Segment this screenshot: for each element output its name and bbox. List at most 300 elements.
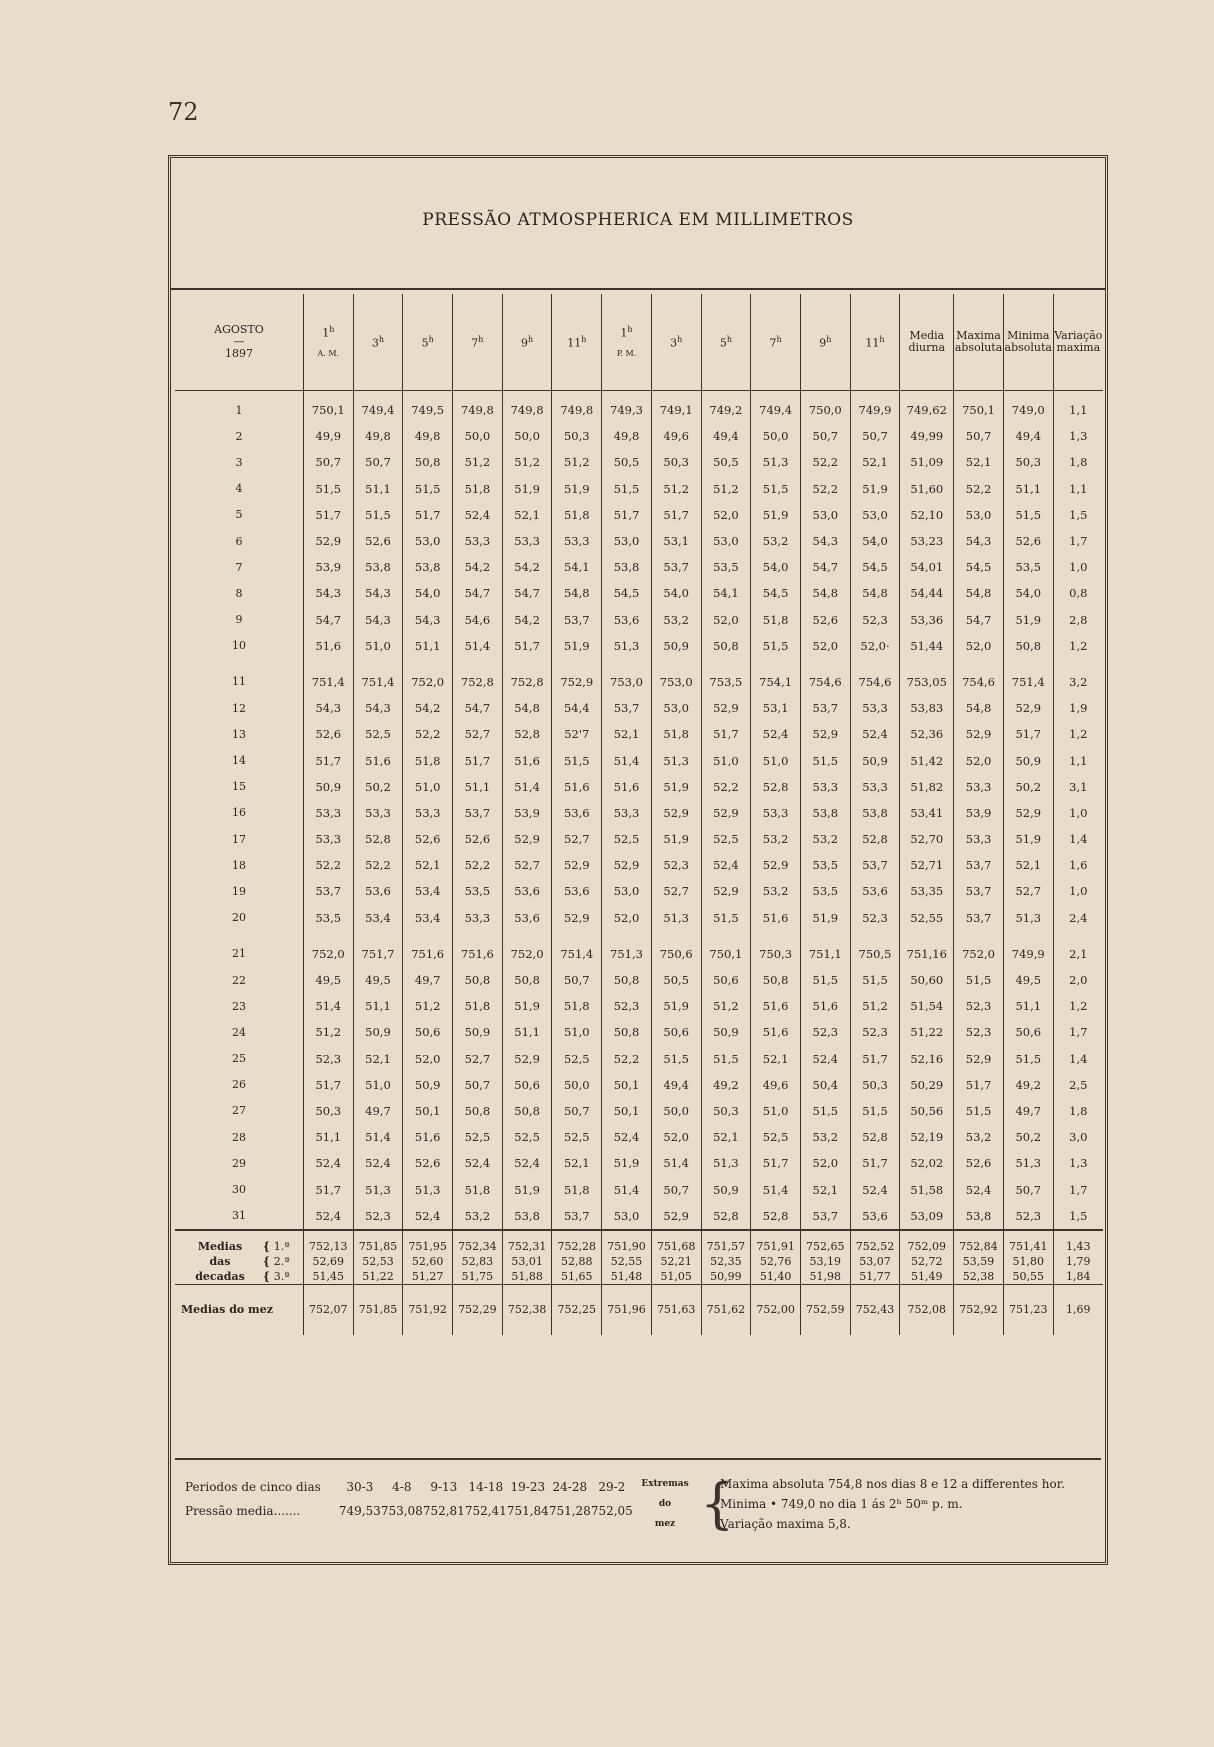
value-cell: 52,53 (353, 1254, 403, 1269)
value-cell: 752,0 (954, 931, 1004, 967)
value-cell: 1,5 (1069, 1208, 1088, 1223)
value-cell: 53,0 (602, 1203, 652, 1230)
day-cell: 13 (175, 721, 303, 747)
hour-header: 7$^h$ (751, 294, 801, 391)
table-row (175, 878, 1103, 904)
value-cell: 51,54 (900, 993, 954, 1019)
extreme-min: Minima • 749,0 no dia 1 ás 2ʰ 50ᵐ p. m. (720, 1497, 963, 1511)
value-cell: 53,2 (751, 528, 801, 554)
value-cell: 1,2 (1069, 999, 1088, 1014)
value-cell: 50,8 (1003, 633, 1053, 659)
hour-header: 5$^h$ (403, 294, 453, 391)
decade-mean-row (175, 1230, 1103, 1254)
day-cell: 26 (175, 1072, 303, 1098)
value-cell: 51,40 (751, 1269, 801, 1285)
pm-label: P. M. (616, 348, 637, 358)
table-row (175, 580, 1103, 606)
value-cell: 52,4 (751, 721, 801, 747)
day-cell: 22 (175, 967, 303, 993)
value-cell: 52,8 (353, 826, 403, 852)
table-frame (168, 155, 1108, 1565)
value-cell: 50,3 (303, 1098, 353, 1124)
value-cell: 53,5 (303, 905, 353, 931)
value-cell: 50,9 (850, 747, 900, 773)
value-cell: 52,9 (701, 878, 751, 904)
value-cell: 52,7 (651, 878, 701, 904)
value-cell: 51,5 (303, 476, 353, 502)
hour-header: 9$^h$ (502, 294, 552, 391)
value-cell: 51,5 (954, 1098, 1004, 1124)
value-cell: 50,5 (651, 967, 701, 993)
value-cell: 53,23 (900, 528, 954, 554)
table-row (175, 1019, 1103, 1045)
value-cell: 53,7 (453, 800, 503, 826)
value-cell: 53,0 (403, 528, 453, 554)
value-cell: 752,92 (954, 1284, 1004, 1335)
value-cell: 53,2 (751, 826, 801, 852)
value-cell: 50,7 (651, 1176, 701, 1202)
page-number: 72 (168, 98, 199, 126)
value-cell: 52,3 (303, 1046, 353, 1072)
day-cell: 6 (175, 528, 303, 554)
value-cell: 53,3 (602, 800, 652, 826)
value-cell: 50,6 (651, 1019, 701, 1045)
header-row (175, 294, 1103, 391)
value-cell: 49,7 (1003, 1098, 1053, 1124)
value-cell: 50,2 (353, 774, 403, 800)
value-cell: 53,8 (502, 1203, 552, 1230)
value-cell: 52,9 (1003, 800, 1053, 826)
value-cell: 53,1 (751, 695, 801, 721)
value-cell: 49,99 (900, 423, 954, 449)
value-cell: 51,4 (453, 633, 503, 659)
value-cell: 750,0 (800, 391, 850, 424)
value-cell: 51,3 (651, 905, 701, 931)
year-label: 1897 (224, 347, 253, 360)
hour-header: 11$^h$ (552, 294, 602, 391)
day-cell: 2 (175, 423, 303, 449)
value-cell: 49,9 (303, 423, 353, 449)
value-cell: 53,8 (403, 554, 453, 580)
day-cell: 29 (175, 1150, 303, 1176)
table-row (175, 528, 1103, 554)
value-cell: 51,2 (701, 993, 751, 1019)
value-cell: 52,0 (800, 1150, 850, 1176)
table-row (175, 695, 1103, 721)
day-cell: 23 (175, 993, 303, 1019)
hour-header: 5$^h$ (701, 294, 751, 391)
value-cell: 51,7 (602, 502, 652, 528)
value-cell: 752,28 (552, 1230, 602, 1254)
value-cell: 53,8 (602, 554, 652, 580)
value-cell: 51,75 (453, 1269, 503, 1285)
table-row (175, 1098, 1103, 1124)
value-cell: 50,55 (1003, 1269, 1053, 1285)
value-cell: 50,5 (602, 449, 652, 475)
value-cell: 51,60 (900, 476, 954, 502)
value-cell: 51,42 (900, 747, 954, 773)
value-cell: 51,27 (403, 1269, 453, 1285)
table-row (175, 1150, 1103, 1176)
value-cell: 750,6 (651, 931, 701, 967)
value-cell: 53,2 (751, 878, 801, 904)
value-cell: 52,55 (602, 1254, 652, 1269)
value-cell: 52,3 (651, 852, 701, 878)
value-cell: 51,5 (954, 967, 1004, 993)
periods-line (185, 1480, 633, 1494)
extreme-var: Variação maxima 5,8. (720, 1517, 851, 1531)
value-cell: 51,6 (751, 905, 801, 931)
value-cell: 54,3 (303, 695, 353, 721)
value-cell: 3,0 (1069, 1130, 1088, 1145)
table-title: PRESSÃO ATMOSPHERICA EM MILLIMETROS (422, 210, 854, 230)
value-cell: 51,0 (701, 747, 751, 773)
value-cell: 51,3 (602, 633, 652, 659)
value-cell: 51,98 (800, 1269, 850, 1285)
value-cell: 52,9 (701, 800, 751, 826)
value-cell: 52,10 (900, 502, 954, 528)
value-cell: 752,25 (552, 1284, 602, 1335)
value-cell: 750,5 (850, 931, 900, 967)
value-cell: 53,3 (502, 528, 552, 554)
value-cell: 751,91 (751, 1230, 801, 1254)
value-cell: 52,9 (602, 852, 652, 878)
value-cell: 50,7 (850, 423, 900, 449)
value-cell: 49,7 (403, 967, 453, 993)
value-cell: 52,4 (303, 1150, 353, 1176)
value-cell: 751,90 (602, 1230, 652, 1254)
value-cell: 52,4 (453, 502, 503, 528)
value-cell: 52,83 (453, 1254, 503, 1269)
value-cell: 52,2 (353, 852, 403, 878)
value-cell: 54,0 (403, 580, 453, 606)
value-cell: 1,69 (1053, 1284, 1103, 1335)
value-cell: 51,5 (552, 747, 602, 773)
value-cell: 52,3 (602, 993, 652, 1019)
value-cell: 50,56 (900, 1098, 954, 1124)
value-cell: 51,7 (651, 502, 701, 528)
value-cell: 51,0 (751, 747, 801, 773)
value-cell: 751,4 (1003, 659, 1053, 695)
value-cell: 51,7 (303, 1176, 353, 1202)
value-cell: 49,4 (651, 1072, 701, 1098)
value-cell: 53,3 (453, 905, 503, 931)
value-cell: 52,5 (701, 826, 751, 852)
value-cell: 52,5 (552, 1124, 602, 1150)
value-cell: 52,5 (602, 826, 652, 852)
value-cell: 749,0 (1003, 391, 1053, 424)
value-cell: 52,9 (751, 852, 801, 878)
value-cell: 50,8 (502, 967, 552, 993)
value-cell: 53,7 (602, 695, 652, 721)
hour-header: 9$^h$ (800, 294, 850, 391)
value-cell: 51,22 (353, 1269, 403, 1285)
daily-rows (175, 391, 1103, 1230)
value-cell: 51,3 (751, 449, 801, 475)
value-cell: 50,2 (1003, 1124, 1053, 1150)
value-cell: 53,9 (502, 800, 552, 826)
value-cell: 54,8 (954, 695, 1004, 721)
value-cell: 50,3 (651, 449, 701, 475)
value-cell: 51,1 (1003, 476, 1053, 502)
decade-mean-label: Medias { 1.ª (175, 1230, 303, 1254)
extreme-max: Maxima absoluta 754,8 nos dias 8 e 12 a differentes hor. (720, 1477, 1065, 1491)
value-cell: 53,09 (900, 1203, 954, 1230)
value-cell: 53,6 (850, 1203, 900, 1230)
hour-header: 3$^h$ (651, 294, 701, 391)
pressure-cell: 749,53 (338, 1504, 381, 1518)
value-cell: 751,3 (602, 931, 652, 967)
value-cell: 752,84 (954, 1230, 1004, 1254)
value-cell: 2,8 (1069, 612, 1088, 627)
period-cell: 29-2 (598, 1480, 626, 1494)
value-cell: 754,1 (751, 659, 801, 695)
value-cell: 54,8 (954, 580, 1004, 606)
value-cell: 54,8 (552, 580, 602, 606)
value-cell: 52,0 (602, 905, 652, 931)
value-cell: 53,7 (954, 905, 1004, 931)
value-cell: 51,5 (1003, 1046, 1053, 1072)
value-cell: 52,0 (954, 747, 1004, 773)
value-cell: 49,2 (1003, 1072, 1053, 1098)
value-cell: 50,0 (651, 1098, 701, 1124)
value-cell: 53,2 (800, 1124, 850, 1150)
pressure-cell: 752,81 (422, 1504, 465, 1518)
hour-header: 7$^h$ (453, 294, 503, 391)
value-cell: 752,8 (453, 659, 503, 695)
month-year-header: AGOSTO — 1897 (175, 294, 303, 391)
value-cell: 52,0 (701, 607, 751, 633)
day-cell: 14 (175, 747, 303, 773)
value-cell: 51,6 (552, 774, 602, 800)
value-cell: 53,4 (403, 878, 453, 904)
month-mean-label: Medias do mez (175, 1284, 303, 1335)
value-cell: 51,4 (502, 774, 552, 800)
value-cell: 54,01 (900, 554, 954, 580)
value-cell: 52,3 (850, 607, 900, 633)
value-cell: 53,6 (502, 878, 552, 904)
value-cell: 53,36 (900, 607, 954, 633)
value-cell: 52,5 (453, 1124, 503, 1150)
value-cell: 51,2 (502, 449, 552, 475)
value-cell: 53,5 (1003, 554, 1053, 580)
value-cell: 51,5 (403, 476, 453, 502)
value-cell: 2,5 (1069, 1077, 1088, 1092)
table-row (175, 993, 1103, 1019)
hour-header: 3$^h$ (353, 294, 403, 391)
value-cell: 52,5 (353, 721, 403, 747)
value-cell: 51,6 (751, 993, 801, 1019)
value-cell: 751,6 (403, 931, 453, 967)
value-cell: 51,4 (751, 1176, 801, 1202)
value-cell: 51,8 (552, 1176, 602, 1202)
table-row (175, 747, 1103, 773)
value-cell: 51,6 (403, 1124, 453, 1150)
value-cell: 53,19 (800, 1254, 850, 1269)
value-cell: 51,2 (303, 1019, 353, 1045)
value-cell: 51,4 (602, 1176, 652, 1202)
value-cell: 52,8 (751, 774, 801, 800)
value-cell: 53,3 (954, 826, 1004, 852)
value-cell: 53,3 (303, 800, 353, 826)
value-cell: 51,09 (900, 449, 954, 475)
value-cell: 51,49 (900, 1269, 954, 1285)
value-cell: 52,8 (751, 1203, 801, 1230)
maxima-header: Maxima absoluta (954, 294, 1004, 391)
value-cell: 50,8 (602, 1019, 652, 1045)
value-cell: 51,65 (552, 1269, 602, 1285)
value-cell: 53,3 (850, 774, 900, 800)
minima-header: Minima absoluta (1003, 294, 1053, 391)
value-cell: 1,43 (1066, 1239, 1091, 1253)
value-cell: 52,7 (502, 852, 552, 878)
value-cell: 51,9 (552, 476, 602, 502)
value-cell: 754,6 (800, 659, 850, 695)
value-cell: 54,0 (651, 580, 701, 606)
day-cell: 4 (175, 476, 303, 502)
value-cell: 3,2 (1069, 674, 1088, 689)
value-cell: 1,0 (1069, 884, 1088, 899)
value-cell: 51,8 (453, 1176, 503, 1202)
value-cell: 51,0 (353, 633, 403, 659)
value-cell: 1,1 (1069, 481, 1088, 496)
value-cell: 751,62 (701, 1284, 751, 1335)
value-cell: 50,3 (701, 1098, 751, 1124)
value-cell: 54,7 (954, 607, 1004, 633)
value-cell: 51,7 (751, 1150, 801, 1176)
value-cell: 50,0 (502, 423, 552, 449)
value-cell: 52,3 (353, 1203, 403, 1230)
value-cell: 751,16 (900, 931, 954, 967)
value-cell: 53,6 (602, 607, 652, 633)
value-cell: 51,1 (353, 476, 403, 502)
value-cell: 52,2 (800, 476, 850, 502)
value-cell: 51,1 (1003, 993, 1053, 1019)
footer-summary (175, 1458, 1101, 1560)
value-cell: 51,8 (403, 747, 453, 773)
media-header: Media diurna (900, 294, 954, 391)
value-cell: 50,0 (751, 423, 801, 449)
value-cell: 51,9 (502, 476, 552, 502)
value-cell: 54,5 (954, 554, 1004, 580)
value-cell: 54,3 (353, 580, 403, 606)
value-cell: 51,2 (850, 993, 900, 1019)
value-cell: 52,2 (954, 476, 1004, 502)
value-cell: 53,8 (353, 554, 403, 580)
value-cell: 51,8 (552, 993, 602, 1019)
day-cell: 27 (175, 1098, 303, 1124)
value-cell: 54,0 (850, 528, 900, 554)
value-cell: 52,76 (751, 1254, 801, 1269)
day-cell: 20 (175, 905, 303, 931)
pressure-cell: 753,08 (380, 1504, 423, 1518)
day-cell: 28 (175, 1124, 303, 1150)
value-cell: 52,9 (502, 826, 552, 852)
value-cell: 52,5 (502, 1124, 552, 1150)
month-label: AGOSTO (214, 323, 264, 336)
value-cell: 52,4 (954, 1176, 1004, 1202)
value-cell: 51,8 (751, 607, 801, 633)
value-cell: 51,8 (651, 721, 701, 747)
value-cell: 751,92 (403, 1284, 453, 1335)
value-cell: 51,0 (751, 1098, 801, 1124)
value-cell: 1,0 (1069, 560, 1088, 575)
value-cell: 52,35 (701, 1254, 751, 1269)
table-row (175, 1176, 1103, 1202)
value-cell: 749,8 (502, 391, 552, 424)
value-cell: 52,4 (701, 852, 751, 878)
value-cell: 51,9 (850, 476, 900, 502)
value-cell: 751,1 (800, 931, 850, 967)
value-cell: 50,7 (303, 449, 353, 475)
value-cell: 50,60 (900, 967, 954, 993)
value-cell: 751,57 (701, 1230, 751, 1254)
value-cell: 51,2 (453, 449, 503, 475)
value-cell: 52,19 (900, 1124, 954, 1150)
value-cell: 53,3 (552, 528, 602, 554)
value-cell: 50,7 (453, 1072, 503, 1098)
value-cell: 53,59 (954, 1254, 1004, 1269)
value-cell: 53,2 (800, 826, 850, 852)
value-cell: 53,3 (353, 800, 403, 826)
value-cell: 1,5 (1069, 507, 1088, 522)
value-cell: 52,02 (900, 1150, 954, 1176)
value-cell: 1,4 (1069, 832, 1088, 847)
value-cell: 50,6 (502, 1072, 552, 1098)
value-cell: 51,3 (353, 1176, 403, 1202)
pressure-label: Pressão media....... (185, 1504, 301, 1518)
value-cell: 753,5 (701, 659, 751, 695)
table-row (175, 967, 1103, 993)
period-cell: 4-8 (392, 1480, 412, 1494)
value-cell: 1,0 (1069, 805, 1088, 820)
periods-label: Periodos de cinco dias (185, 1480, 321, 1494)
value-cell: 49,8 (353, 423, 403, 449)
value-cell: 50,6 (701, 967, 751, 993)
value-cell: 51,80 (1003, 1254, 1053, 1269)
value-cell: 52,1 (602, 721, 652, 747)
value-cell: 52,0 (954, 633, 1004, 659)
value-cell: 53,41 (900, 800, 954, 826)
value-cell: 50,8 (453, 967, 503, 993)
value-cell: 50,1 (403, 1098, 453, 1124)
value-cell: 52,71 (900, 852, 954, 878)
value-cell: 51,2 (403, 993, 453, 1019)
value-cell: 51,2 (552, 449, 602, 475)
value-cell: 51,7 (502, 633, 552, 659)
value-cell: 752,65 (800, 1230, 850, 1254)
value-cell: 53,83 (900, 695, 954, 721)
table-row (175, 721, 1103, 747)
value-cell: 52,6 (403, 1150, 453, 1176)
value-cell: 51,8 (552, 502, 602, 528)
value-cell: 2,4 (1069, 910, 1088, 925)
decade-mean-rows (175, 1230, 1103, 1285)
value-cell: 50,7 (552, 967, 602, 993)
value-cell: 52,0 (800, 633, 850, 659)
value-cell: 54,8 (850, 580, 900, 606)
value-cell: 54,7 (502, 580, 552, 606)
value-cell: 750,1 (954, 391, 1004, 424)
value-cell: 51,7 (303, 1072, 353, 1098)
decade-mean-label: das { 2.ª (175, 1254, 303, 1269)
value-cell: 53,0 (800, 502, 850, 528)
value-cell: 53,3 (403, 800, 453, 826)
value-cell: 52,2 (602, 1046, 652, 1072)
value-cell: 752,13 (303, 1230, 353, 1254)
value-cell: 53,6 (353, 878, 403, 904)
value-cell: 51,2 (651, 476, 701, 502)
